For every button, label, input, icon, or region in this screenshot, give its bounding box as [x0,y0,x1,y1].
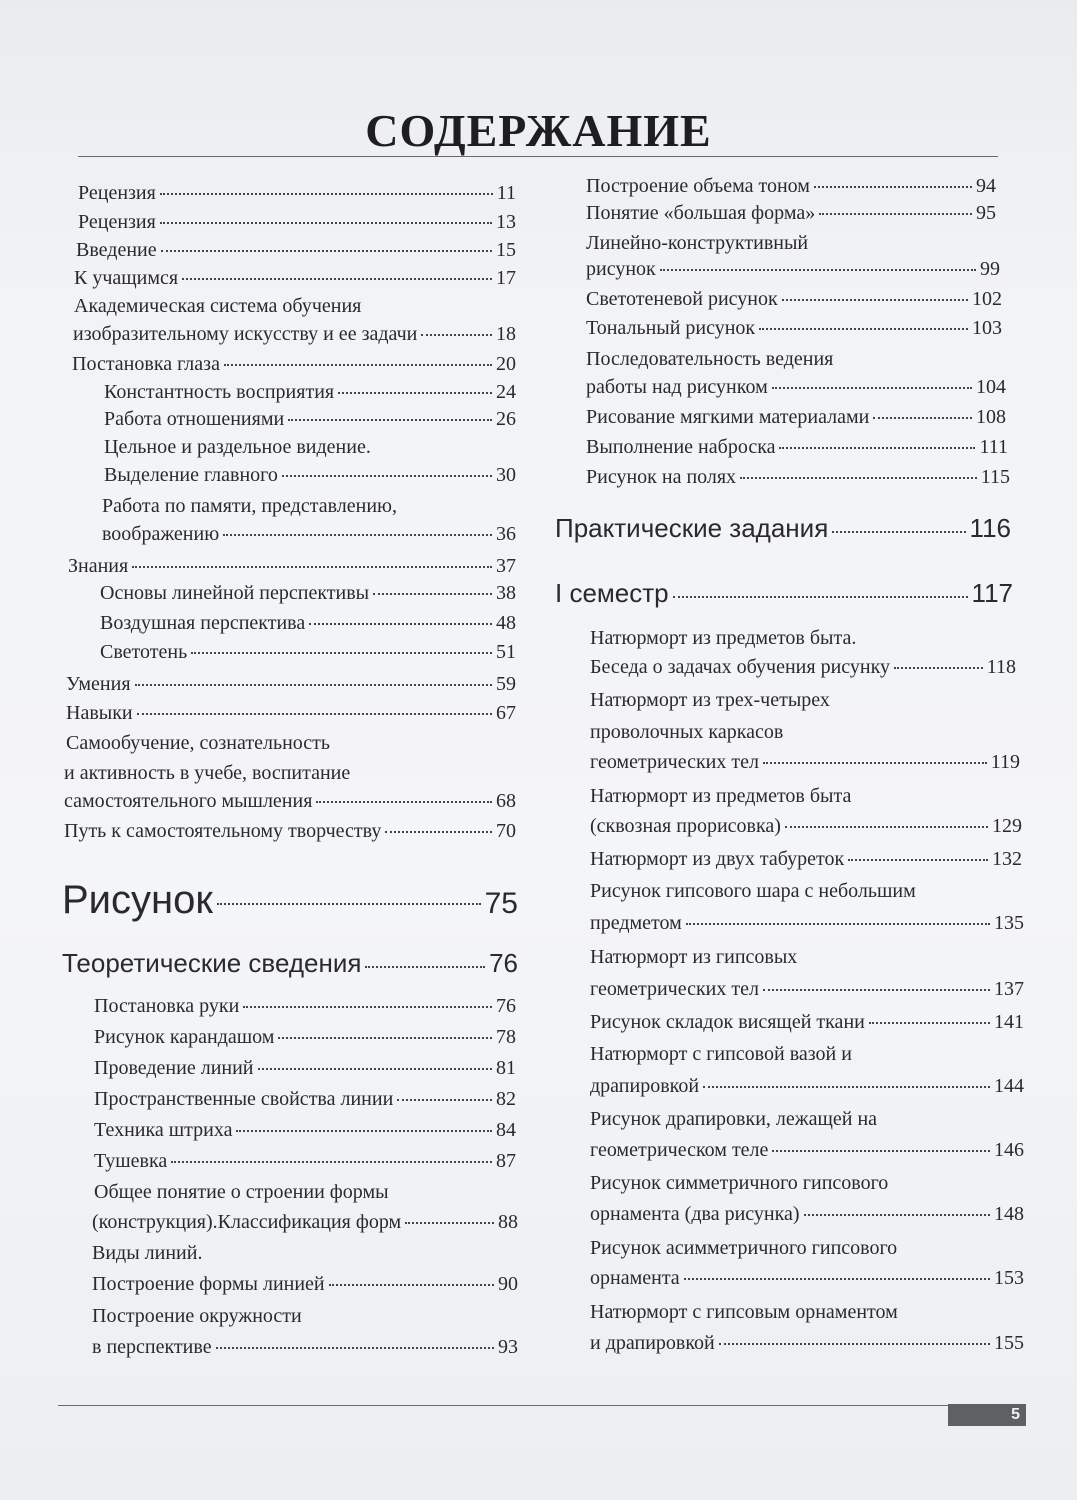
page-number-badge: 5 [948,1404,1026,1426]
toc-entry-line[interactable]: Последовательность ведения [586,348,834,370]
toc-entry-line[interactable]: Рисунок драпировки, лежащей на [590,1108,878,1130]
toc-entry-line[interactable]: Академическая система обучения [74,295,362,317]
toc-entry-line[interactable]: Общее понятие о строении формы [94,1181,389,1203]
toc-entry[interactable]: Основы линейной перспективы 38 [100,582,516,604]
toc-entry[interactable]: (конструкция).Классификация форм 88 [92,1211,518,1233]
toc-entry-line[interactable]: проволочных каркасов [590,721,784,743]
toc-entry[interactable]: Рисунок карандашом 78 [94,1026,516,1048]
toc-entry[interactable]: геометрическом теле 146 [590,1139,1024,1161]
toc-entry[interactable]: Светотень 51 [100,641,516,663]
toc-entry[interactable]: (сквозная прорисовка) 129 [590,815,1022,837]
toc-entry-line[interactable]: Виды линий. [92,1242,203,1264]
toc-section-semester-1[interactable]: I семестр 117 [555,578,1013,608]
toc-entry[interactable]: Светотеневой рисунок 102 [586,288,1002,310]
toc-entry-line[interactable]: Натюрморт с гипсовым орнаментом [590,1301,898,1323]
toc-entry[interactable]: Рисунок на полях 115 [586,466,1010,488]
toc-entry[interactable]: Постановка руки 76 [94,995,516,1017]
top-divider [78,156,998,157]
toc-entry[interactable]: Беседа о задачах обучения рисунку 118 [590,656,1016,678]
toc-entry[interactable]: Навыки 67 [66,702,516,724]
toc-entry-line[interactable]: Линейно-конструктивный [586,232,809,254]
toc-entry[interactable]: предметом 135 [590,912,1024,934]
toc-entry[interactable]: Воздушная перспектива 48 [100,612,516,634]
toc-entry[interactable]: К учащимся 17 [74,267,516,289]
toc-entry[interactable]: Техника штриха 84 [94,1119,516,1141]
toc-entry-line[interactable]: Цельное и раздельное видение. [104,436,371,458]
toc-entry-line[interactable]: Самообучение, сознательность [66,732,331,754]
toc-entry[interactable]: Введение 15 [76,239,516,261]
toc-entry[interactable]: орнамента 153 [590,1267,1024,1289]
toc-entry-line[interactable]: Рисунок симметричного гипсового [590,1172,889,1194]
toc-entry[interactable]: изобразительному искусству и ее задачи 18 [73,323,516,345]
toc-entry-line[interactable]: Работа по памяти, представлению, [102,495,397,517]
toc-entry[interactable]: работы над рисунком 104 [586,376,1006,398]
toc-entry[interactable]: драпировкой 144 [590,1075,1024,1097]
toc-section-practical[interactable]: Практические задания 116 [555,513,1011,543]
toc-entry-line[interactable]: Рисунок гипсового шара с небольшим [590,880,916,902]
toc-entry[interactable]: Построение формы линией 90 [92,1273,518,1295]
toc-entry[interactable]: Знания 37 [68,555,516,577]
toc-entry[interactable]: Проведение линий 81 [94,1057,516,1079]
toc-entry[interactable]: Натюрморт из двух табуреток 132 [590,848,1022,870]
toc-subsection-theory[interactable]: Теоретические сведения 76 [62,948,518,978]
toc-entry-line[interactable]: Построение окружности [92,1305,302,1327]
toc-entry[interactable]: Рисунок складок висящей ткани 141 [590,1011,1024,1033]
toc-entry[interactable]: Работа отношениями 26 [104,408,516,430]
toc-entry[interactable]: в перспективе 93 [92,1336,518,1358]
toc-entry[interactable]: и драпировкой 155 [590,1332,1024,1354]
toc-entry[interactable]: Построение объема тоном 94 [586,175,996,197]
toc-entry-line[interactable]: и активность в учебе, воспитание [64,762,351,784]
bottom-divider [58,1405,1023,1406]
toc-entry[interactable]: геометрических тел 137 [590,978,1024,1000]
toc-entry-line[interactable]: Натюрморт из трех-четырех [590,689,830,711]
toc-entry-line[interactable]: Натюрморт из гипсовых [590,946,798,968]
toc-entry-line[interactable]: Натюрморт с гипсовой вазой и [590,1043,852,1065]
toc-entry[interactable]: Путь к самостоятельному творчеству 70 [64,820,516,842]
toc-entry[interactable]: Постановка глаза 20 [72,353,516,375]
toc-entry-line[interactable]: Рисунок асимметричного гипсового [590,1237,898,1259]
toc-entry[interactable]: рисунок 99 [586,258,1000,280]
toc-section-drawing[interactable]: Рисунок 75 [62,878,518,922]
toc-entry[interactable]: Выделение главного 30 [104,464,516,486]
toc-entry[interactable]: геометрических тел 119 [590,751,1020,773]
toc-entry[interactable]: Выполнение наброска 111 [586,436,1008,458]
toc-entry[interactable]: Рецензия 13 [78,211,516,233]
toc-entry[interactable]: Рисование мягкими материалами 108 [586,406,1006,428]
toc-entry-line[interactable]: Натюрморт из предметов быта. [590,627,857,649]
page-title: СОДЕРЖАНИЕ [365,105,712,156]
toc-entry-line[interactable]: Натюрморт из предметов быта [590,785,852,807]
toc-entry[interactable]: самостоятельного мышления 68 [64,790,516,812]
toc-entry[interactable]: воображению 36 [102,523,516,545]
toc-entry[interactable]: Рецензия 11 [78,182,516,204]
toc-entry[interactable]: орнамента (два рисунка) 148 [590,1203,1024,1225]
toc-entry[interactable]: Константность восприятия 24 [104,381,516,403]
toc-entry[interactable]: Умения 59 [66,673,516,695]
toc-entry[interactable]: Тональный рисунок 103 [586,317,1002,339]
toc-entry[interactable]: Пространственные свойства линии 82 [94,1088,516,1110]
toc-entry[interactable]: Тушевка 87 [94,1150,516,1172]
toc-entry[interactable]: Понятие «большая форма» 95 [586,202,996,224]
